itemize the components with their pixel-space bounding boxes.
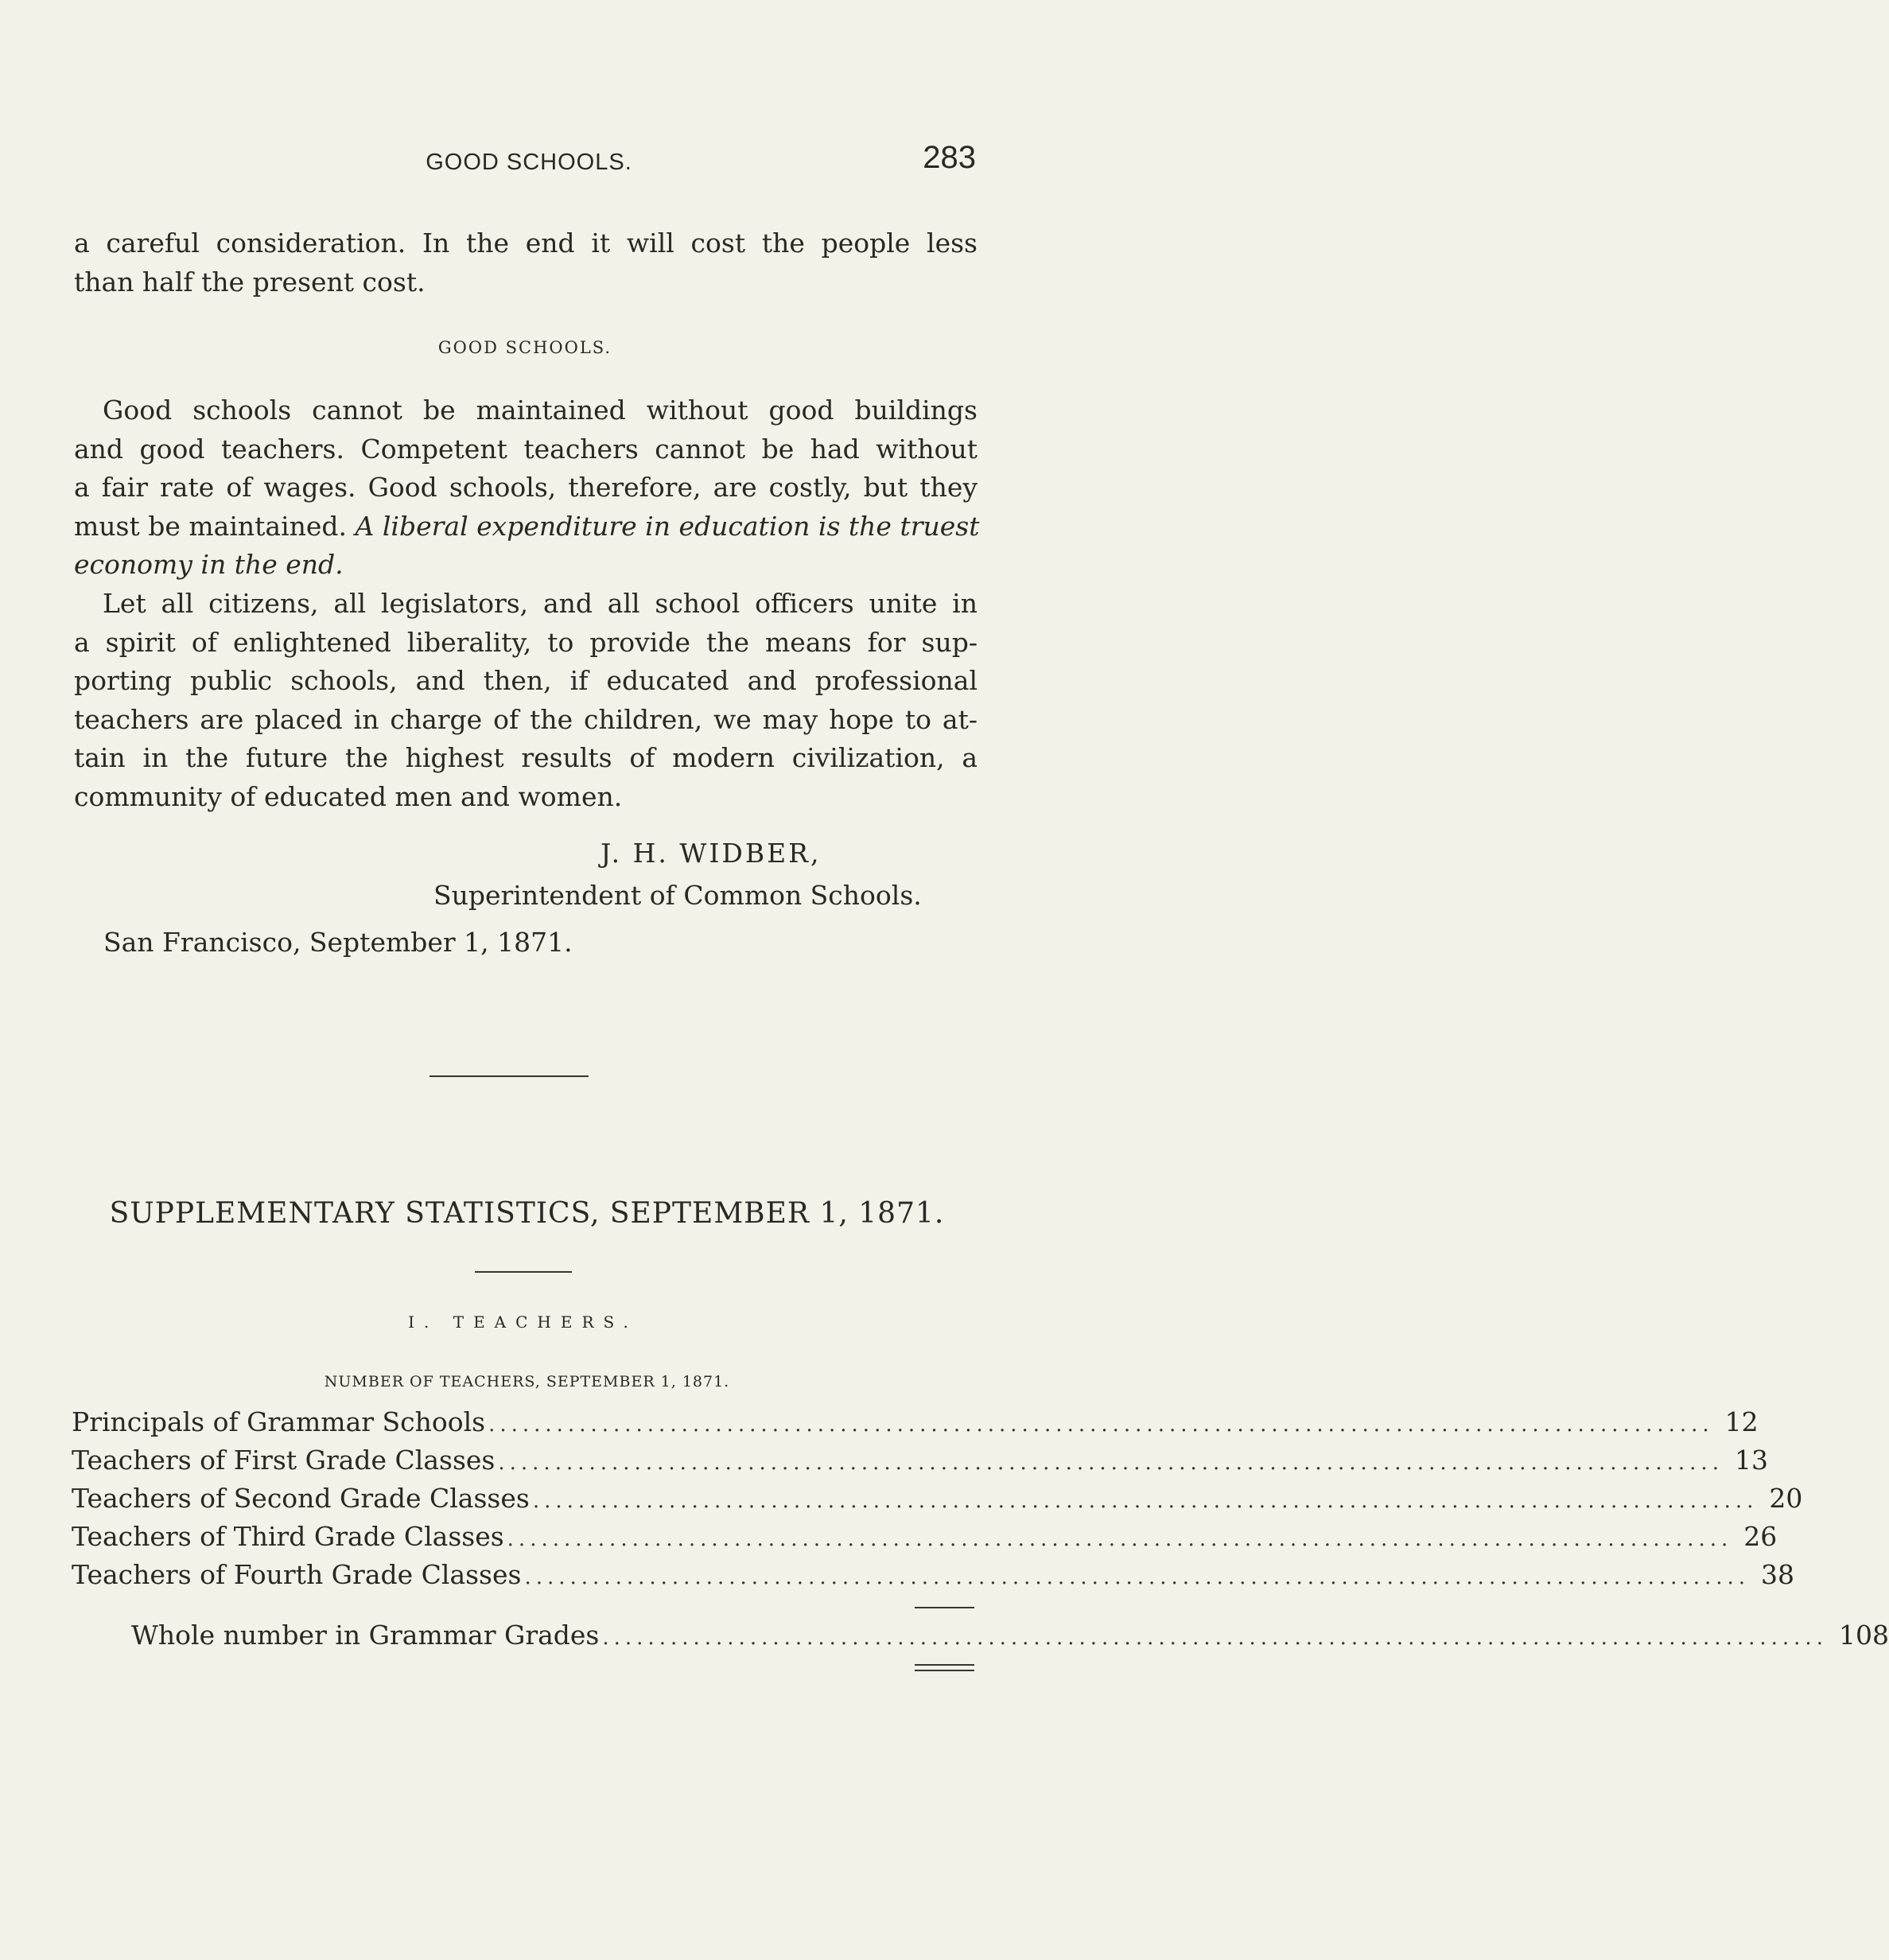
double-rule-top <box>915 1664 974 1666</box>
text-italic: economy in the end. <box>74 549 344 580</box>
row-value: 12 <box>1724 1406 1759 1437</box>
text-italic: A liberal expenditure in education is the truest <box>355 510 980 542</box>
table-row <box>72 1521 1778 1559</box>
table-row <box>72 1406 1759 1445</box>
text-line: a spirit of enlightened liberality, to provide the means for sup- <box>74 626 978 658</box>
text-line: porting public schools, and then, if educated and professional <box>74 665 978 696</box>
row-label: Teachers of Second Grade Classes <box>72 1483 530 1514</box>
leader-dots: ............................................................................................................ <box>507 1527 1733 1551</box>
table-row <box>72 1483 1803 1521</box>
total-value: 108 <box>1838 1620 1889 1651</box>
text-line: Let all citizens, all legislators, and all school officers unite in <box>103 588 978 619</box>
text-line: a fair rate of wages. Good schools, therefore, are costly, but they <box>74 472 978 503</box>
running-head: GOOD SCHOOLS. <box>426 150 632 175</box>
text-line: tain in the future the highest results of modern civilization, a <box>74 742 978 773</box>
row-label: Teachers of Third Grade Classes <box>72 1521 504 1552</box>
table-heading: NUMBER OF TEACHERS, SEPTEMBER 1, 1871. <box>324 1373 730 1390</box>
section-heading: GOOD SCHOOLS. <box>437 338 612 357</box>
text-line <box>74 508 978 546</box>
paragraph-good-schools <box>74 391 978 585</box>
text-line: teachers are placed in charge of the children, we may hope to at- <box>74 703 978 735</box>
leader-dots: ............................................................................................................ <box>524 1565 1751 1589</box>
table-row <box>72 1445 1768 1483</box>
row-value: 38 <box>1761 1559 1795 1590</box>
text-line: a careful consideration. In the end it will cost the people less <box>74 228 978 259</box>
text-line: than half the present cost. <box>74 266 426 298</box>
table-row <box>72 1559 1795 1597</box>
teachers-section-heading: I. TEACHERS. <box>408 1312 638 1332</box>
paragraph-appeal <box>74 585 978 816</box>
leader-dots: ............................................................................................................ <box>488 1413 1714 1437</box>
text-line: Good schools cannot be maintained without good buildings <box>103 395 978 426</box>
intro-paragraph <box>74 224 978 301</box>
row-value: 26 <box>1743 1521 1778 1552</box>
leader-dots: ............................................................................................................ <box>532 1489 1759 1513</box>
row-label: Principals of Grammar Schools <box>72 1406 486 1437</box>
leader-dots: ............................................................................................................ <box>498 1451 1724 1475</box>
row-value: 20 <box>1769 1483 1803 1514</box>
sum-rule <box>915 1607 974 1608</box>
text-line: and good teachers. Competent teachers cannot be had without <box>74 433 978 465</box>
page-number: 283 <box>923 140 976 175</box>
signature-title: Superintendent of Common Schools. <box>433 880 922 911</box>
total-label: Whole number in Grammar Grades <box>131 1620 600 1651</box>
double-rule-bottom <box>915 1670 974 1671</box>
leader-dots: ............................................................................................................ <box>602 1626 1828 1650</box>
row-value: 13 <box>1734 1445 1768 1476</box>
row-label: Teachers of Fourth Grade Classes <box>72 1559 522 1590</box>
total-row <box>131 1620 1889 1658</box>
signature-name: J. H. WIDBER, <box>601 838 822 869</box>
text-line: community of educated men and women. <box>74 780 623 812</box>
divider-rule-short <box>475 1271 572 1273</box>
supplementary-title: SUPPLEMENTARY STATISTICS, SEPTEMBER 1, 1871. <box>109 1197 945 1230</box>
divider-rule <box>429 1075 589 1077</box>
signature-place-date: San Francisco, September 1, 1871. <box>103 927 573 958</box>
text-plain: must be maintained. <box>74 510 356 542</box>
row-label: Teachers of First Grade Classes <box>72 1445 496 1476</box>
text-line <box>74 546 978 585</box>
